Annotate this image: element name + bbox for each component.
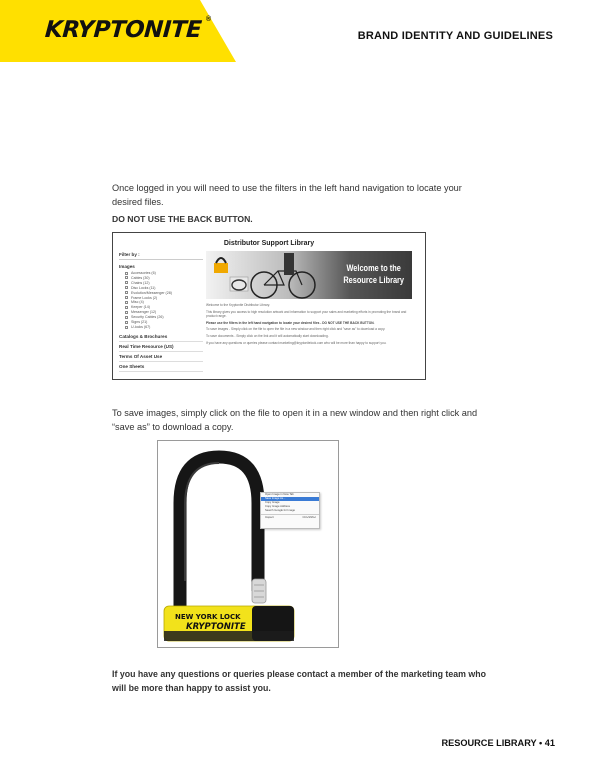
save-instructions-paragraph: To save images, simply click on the file to open it in a new window and then right click and “save as” to download a copy. [112, 408, 478, 432]
content-welcome: Welcome to the Kryptonite Distributor Library. [206, 303, 271, 307]
checkbox-icon[interactable] [125, 306, 128, 309]
rider-silhouette [284, 253, 294, 275]
warning-text: DO NOT USE THE BACK BUTTON. [112, 214, 253, 224]
contact-paragraph: If you have any questions or queries please contact a member of the marketing team who will be more than happy to assist you. [112, 669, 486, 693]
lock-label-kryptonite: KRYPTONITE [186, 622, 246, 632]
category-item[interactable]: U-locks (67) [125, 325, 172, 330]
context-copy-address[interactable]: Copy Image Address [265, 505, 290, 509]
checkbox-icon[interactable] [125, 311, 128, 314]
checkbox-icon[interactable] [125, 276, 128, 279]
category-item[interactable]: Misc (4) [125, 300, 172, 305]
nav-one-sheets[interactable]: One Sheets [119, 362, 203, 372]
library-welcome-content [206, 303, 416, 347]
nav-real-time-resource[interactable]: Real Time Resource (US) [119, 342, 203, 352]
category-item[interactable]: Chains (12) [125, 281, 172, 286]
yellow-lock-shape [214, 263, 228, 273]
intro-paragraph: Once logged in you will need to use the filters in the left hand navigation to locate your desired files. [112, 183, 462, 207]
category-item[interactable]: Messenger (12) [125, 310, 172, 315]
category-item[interactable]: Frame Locks (2) [125, 296, 172, 301]
checkbox-icon[interactable] [125, 296, 128, 299]
category-item[interactable]: Security Cables (26) [125, 315, 172, 320]
crossbar-shadow [164, 631, 294, 641]
lock-screenshot [157, 440, 339, 648]
content-about: This library gives you access to high resolution artwork and information to support your sales and marketing efforts in promoting the brand and product range. [206, 309, 407, 319]
content-filters: Please use the filters in the left hand navigation to locate your desired files - DO NOT USE THE BACK BUTTON. [206, 320, 375, 325]
checkbox-icon[interactable] [125, 291, 128, 294]
checkbox-icon[interactable] [125, 301, 128, 304]
category-item[interactable]: Disc Locks (11) [125, 286, 172, 291]
context-copy-image[interactable]: Copy Image [265, 501, 280, 505]
filter-by-label: Filter by : [119, 252, 140, 257]
images-heading: Images [119, 264, 135, 269]
category-item[interactable]: Cables (30) [125, 276, 172, 281]
filter-divider [119, 259, 203, 260]
checkbox-icon[interactable] [125, 321, 128, 324]
library-title: Distributor Support Library [223, 240, 315, 247]
lock-shackle [180, 457, 258, 623]
context-search-google[interactable]: Search Google for Image [265, 509, 296, 513]
category-item[interactable]: Accessories (6) [125, 271, 172, 276]
context-open-new-tab[interactable]: Open Image in New Tab [265, 493, 294, 496]
lock-label-new-york: NEW YORK LOCK [175, 613, 241, 621]
context-inspect-shortcut: Ctrl+Shift+I [302, 516, 316, 520]
banner-heading: Welcome to the Resource Library [343, 263, 404, 285]
context-menu [260, 492, 320, 529]
checkbox-icon[interactable] [125, 281, 128, 284]
page-header [0, 0, 600, 62]
content-save-documents: To save documents - Simply click on the link and it will automatically start downloading. [206, 333, 329, 338]
logo-trademark: ® [206, 16, 212, 23]
nav-catalogs[interactable]: Catalogs & Brochures [119, 332, 203, 342]
checkbox-icon[interactable] [125, 316, 128, 319]
content-save-images: To save images - Simply click on the file to open the file in a new window and then right click and "save as" to download a copy. [206, 327, 386, 332]
category-item[interactable]: Evolution/Messenger (28) [125, 291, 172, 296]
context-save-image-as[interactable]: Save Image As... [261, 497, 319, 501]
library-nav [119, 332, 203, 372]
checkbox-icon[interactable] [125, 272, 128, 275]
nav-terms-of-asset-use[interactable]: Terms Of Asset Use [119, 352, 203, 362]
context-inspect[interactable]: Inspect Ctrl+Shift+I [265, 516, 316, 520]
category-item[interactable]: Signs (21) [125, 320, 172, 325]
section-title: BRAND IDENTITY AND GUIDELINES [357, 30, 553, 42]
checkbox-icon[interactable] [125, 326, 128, 329]
category-item[interactable]: Keeper (14) [125, 305, 172, 310]
shackle-highlight [185, 463, 219, 581]
lock-shackle-shape [216, 258, 226, 263]
checkbox-icon[interactable] [125, 286, 128, 289]
library-screenshot [112, 232, 426, 380]
kryptonite-logo: KRYPTONITE [44, 17, 203, 43]
page-footer: RESOURCE LIBRARY • 41 [441, 738, 555, 748]
category-list [125, 271, 172, 330]
welcome-banner [206, 251, 412, 299]
content-questions: If you have any questions or queries please contact marketing@kryptonitelock.com who will be more than happy to support you. [206, 340, 387, 345]
